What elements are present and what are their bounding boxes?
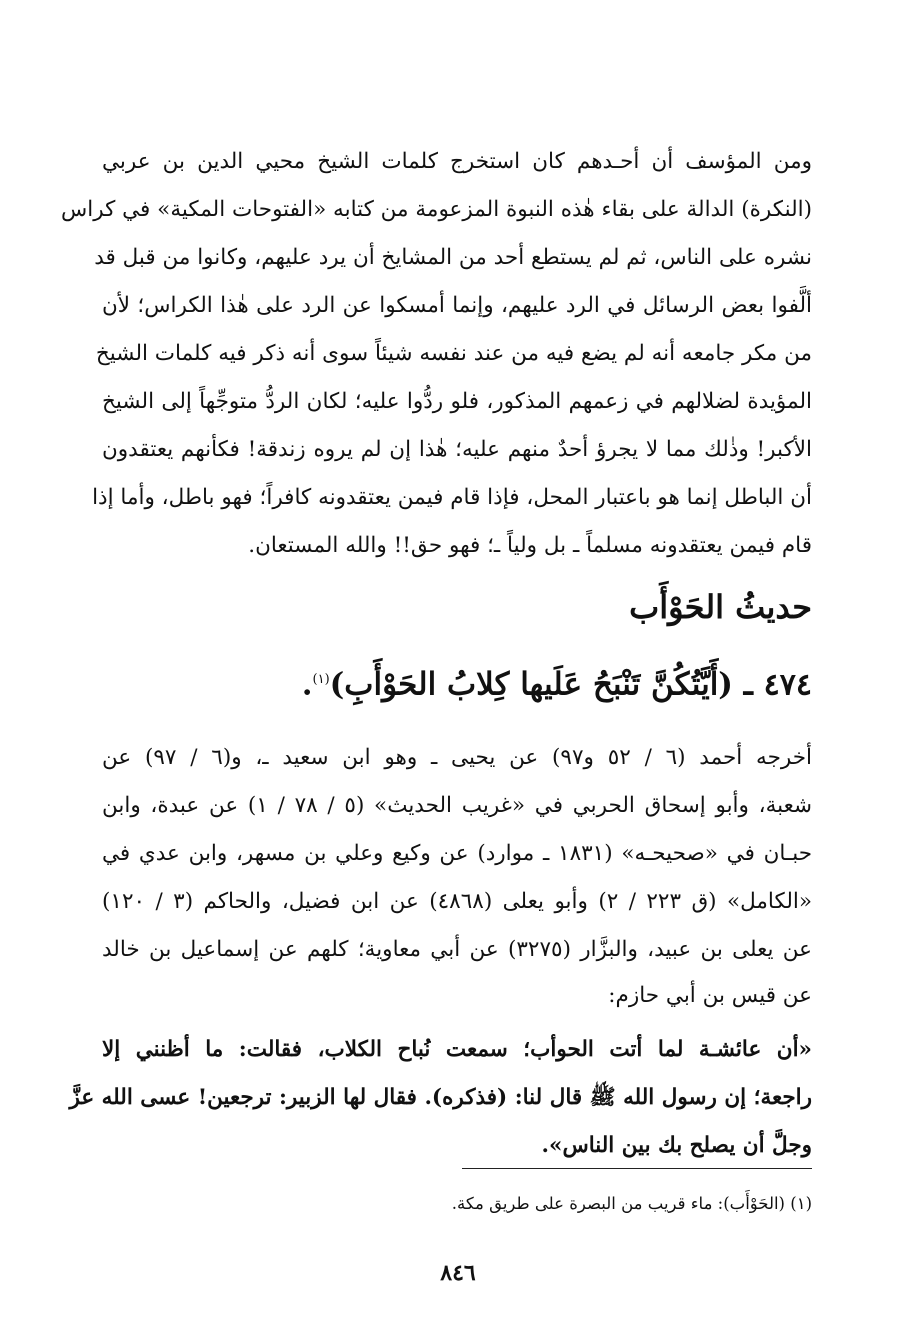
- takhrij-line-5: عن يعلى بن عبيد، والبزَّار (٣٢٧٥) عن أبي معاوية؛ كلهم عن إسماعيل بن خالد: [102, 937, 813, 962]
- hadith-line-2: راجعة؛ إن رسول الله ﷺ قال لنا: (فذكره). فقال لها الزبير: ترجعين! عسى الله عزَّ: [69, 1085, 812, 1110]
- hadith-heading-end: .: [301, 666, 313, 703]
- takhrij-line-6: عن قيس بن أبي حازم:: [608, 983, 812, 1008]
- hadith-heading: [302, 652, 812, 713]
- footnote-reference: (١): [312, 672, 330, 687]
- takhrij-line-2: شعبة، وأبو إسحاق الحربي في «غريب الحديث» (٥ / ٧٨ / ١) عن عبدة، وابن: [102, 793, 812, 818]
- takhrij-line-3: حبـان في «صحيحـه» (١٨٣١ ـ موارد) عن وكيع وعلي بن مسهر، وابن عدي في: [102, 841, 813, 866]
- footnote-text: (١) (الحَوْأَب): ماء قريب من البصرة على طريق مكة.: [451, 1194, 812, 1213]
- hadith-line-3: وجلَّ أن يصلح بك بين الناس».: [541, 1133, 812, 1158]
- intro-line-3: نشره على الناس، ثم لم يستطع أحد من المشايخ أن يرد عليهم، وكانوا من قبل قد: [94, 245, 812, 270]
- intro-line-2: (النكرة) الدالة على بقاء هٰذه النبوة المزعومة من كتابه «الفتوحات المكية» في كراس: [60, 197, 812, 222]
- intro-line-1: ومن المؤسف أن أحـدهم كان استخرج كلمات الشيخ محيي الدين بن عربي: [102, 149, 812, 174]
- intro-line-6: المؤيدة لضلالهم في زعمهم المذكور، فلو ردُّوا عليه؛ لكان الردُّ متوجِّهاً إلى الشيخ: [102, 389, 812, 414]
- footnote-divider: [462, 1168, 812, 1169]
- intro-line-8: أن الباطل إنما هو باعتبار المحل، فإذا قام فيمن يعتقدونه كافراً؛ فهو باطل، وأما إذا: [92, 485, 812, 510]
- hadith-line-1: «أن عائشـة لما أتت الحوأب؛ سمعت نُباح الكلاب، فقالت: ما أظنني إلا: [102, 1037, 812, 1062]
- takhrij-line-4: «الكامل» (ق ٢٢٣ / ٢) وأبو يعلى (٤٨٦٨) عن ابن فضيل، والحاكم (٣ / ١٢٠): [102, 889, 812, 914]
- intro-line-9: قام فيمن يعتقدونه مسلماً ـ بل ولياً ـ؛ فهو حق!! والله المستعان.: [248, 533, 812, 558]
- takhrij-line-1: أخرجه أحمد (٦ / ٥٢ و٩٧) عن يحيى ـ وهو ابن سعيد ـ، و(٦ / ٩٧) عن: [102, 745, 812, 770]
- page-number: ٨٤٦: [440, 1260, 476, 1286]
- section-title: حديثُ الحَوْأَب: [629, 588, 812, 626]
- intro-line-7: الأكبر! وذٰلك مما لا يجرؤ أحدٌ منهم عليه؛ هٰذا إن لم يروه زندقة! فكأنهم يعتقدون: [102, 437, 812, 462]
- intro-line-5: من مكر جامعه أنه لم يضع فيه من عند نفسه شيئاً سوى أنه ذكر فيه كلمات الشيخ: [95, 341, 812, 366]
- hadith-number: ٤٧٤: [763, 667, 812, 703]
- hadith-heading-text: (أَيَّتُكُنَّ تَنْبَحُ عَلَيها كِلابُ الحَوْأَبِ): [329, 666, 733, 703]
- hadith-separator: ـ: [732, 666, 764, 703]
- intro-line-4: ألَّفوا بعض الرسائل في الرد عليهم، وإنما أمسكوا عن الرد على هٰذا الكراس؛ لأن: [102, 293, 812, 318]
